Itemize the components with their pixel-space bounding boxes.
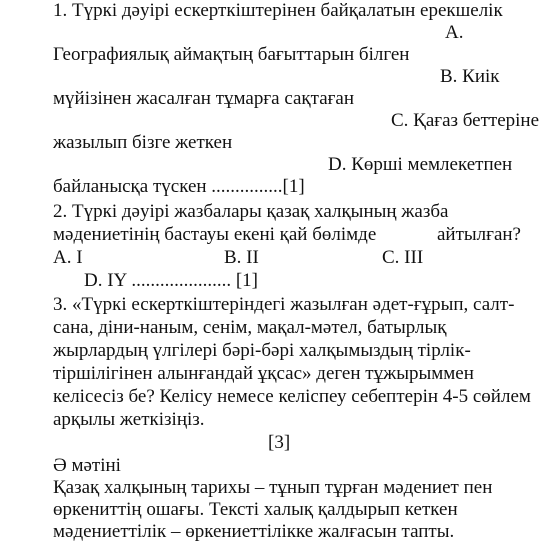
q1-option-c-letter: C. Қағаз беттеріне: [391, 110, 540, 131]
q1-option-d-text: байланысқа түскен ...............[1]: [53, 176, 305, 197]
q3-line5: келісесіз бе? Келісу немесе келіспеу себептерін 4-5 сөйлем: [53, 386, 531, 407]
q3-line4: тіршілігінен алынғандай ұқсас» деген тұжырыммен: [53, 363, 474, 384]
q3-line2: сана, діни-наным, сенім, мақал-мәтел, батырлық: [53, 317, 447, 338]
text-a-line1: Қазақ халқының тарихы – тұнып тұрған мәдениет пен: [53, 477, 493, 498]
q2-option-b: B. II: [224, 247, 259, 268]
q2-option-a: A. I: [53, 247, 83, 268]
q2-option-d: D. IY ..................... [1]: [84, 270, 258, 291]
q1-option-c-text: жазылып бізге жеткен: [53, 132, 233, 153]
q2-stem-line1: 2. Түркі дәуірі жазбалары қазақ халқының жазба: [53, 201, 449, 222]
q1-option-d-letter: D. Көрші мемлекетпен: [328, 154, 513, 175]
q1-option-a-letter: A.: [445, 22, 464, 43]
text-a-heading: Ә мәтіні: [53, 455, 121, 476]
q1-option-a-text: Географиялық аймақтың бағыттарын білген: [53, 44, 410, 65]
q3-line3: жырлардың үлгілері бәрі-бәрі халқымыздың тірлік-: [53, 340, 471, 361]
q1-option-b-letter: B. Киік: [440, 66, 500, 87]
q1-stem: 1. Түркі дәуірі ескерткіштерінен байқалатын ерекшелік: [53, 0, 503, 21]
text-a-line3: мәдениеттілік – өркениеттілікке жалғасын тапты.: [53, 521, 455, 541]
q3-points: [3]: [268, 432, 291, 453]
q2-option-c: C. III: [382, 247, 424, 268]
text-a-line2: өркениттің ошағы. Тексті халық қалдырып кеткен: [53, 499, 458, 520]
q3-line1: 3. «Түркі ескерткіштеріндегі жазылған әдет-ғұрып, салт-: [53, 294, 515, 315]
q2-stem-line2: мәдениетінің бастауы екені қай бөлімде: [53, 224, 377, 245]
q1-option-b-text: мүйізінен жасалған тұмарға сақтаған: [53, 88, 355, 109]
q3-line6: арқылы жеткізіңіз.: [53, 409, 205, 430]
q2-stem-line2-end: айтылған?: [437, 224, 521, 245]
